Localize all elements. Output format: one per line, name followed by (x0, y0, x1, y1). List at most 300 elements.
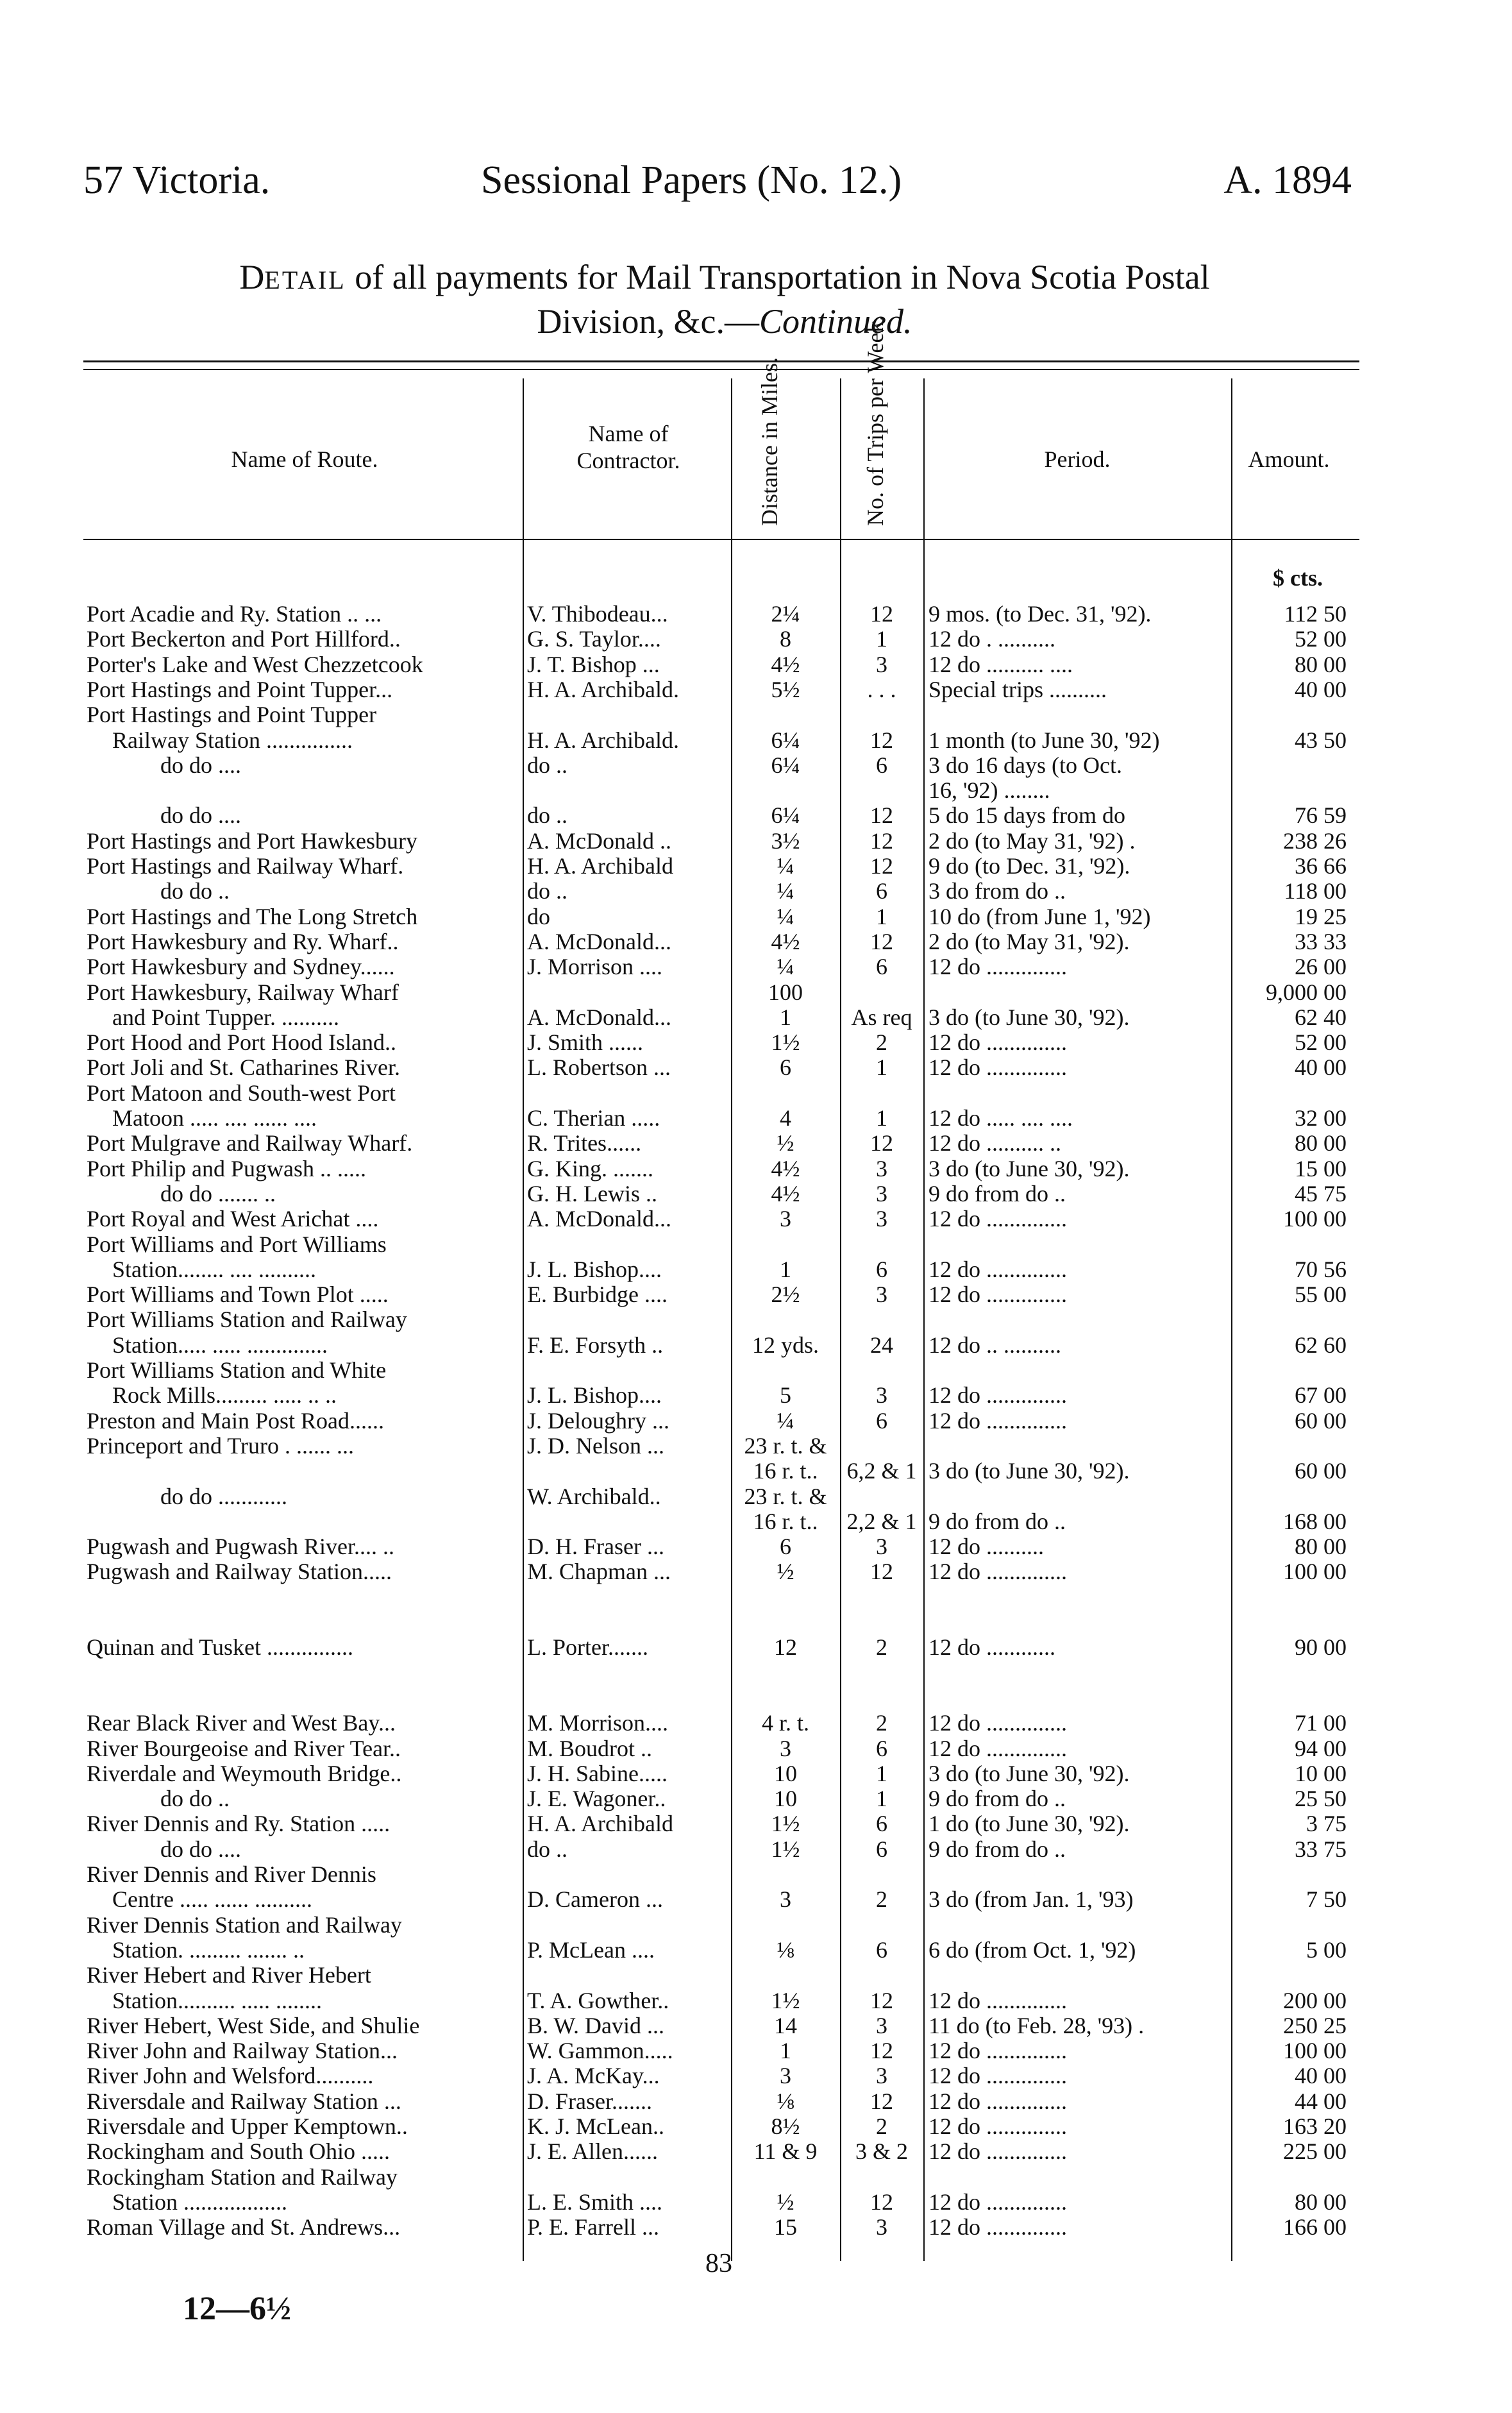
period-cell: 12 do .............. (928, 1282, 1067, 1308)
route-cell: Station........ .... .......... (112, 1257, 317, 1282)
route-cell: do do ....... .. (160, 1181, 276, 1206)
amount-cell: 52 00 (1295, 627, 1347, 652)
trips-cell: 3 (876, 1206, 887, 1232)
contractor-cell: G. H. Lewis .. (527, 1181, 657, 1206)
trips-cell: 3 & 2 (855, 2139, 908, 2165)
route-cell: Station..... ..... .............. (112, 1332, 328, 1358)
period-cell: 1 do (to June 30, '92). (928, 1811, 1130, 1837)
distance-cell: 8½ (771, 2114, 800, 2139)
amount-cell: 80 00 (1295, 652, 1347, 677)
contractor-cell: W. Archibald.. (527, 1484, 661, 1509)
trips-cell: 12 (870, 2088, 893, 2114)
route-cell: Princeport and Truro . ...... ... (87, 1433, 354, 1459)
contractor-cell: E. Burbidge .... (527, 1282, 668, 1308)
period-cell: 1 month (to June 30, '92) (928, 727, 1160, 753)
table-row (0, 1131, 1512, 1156)
period-cell: 9 do (to Dec. 31, '92). (928, 854, 1130, 879)
table-row (0, 1938, 1512, 1963)
title-continued: Continued. (759, 302, 912, 341)
contractor-cell: A. McDonald... (527, 1206, 671, 1232)
route-cell: Riverdale and Weymouth Bridge.. (87, 1761, 402, 1786)
trips-cell: 6 (876, 752, 887, 778)
distance-cell: 4 r. t. (761, 1711, 809, 1736)
trips-cell: 1 (876, 904, 887, 929)
period-cell: 16, '92) ........ (928, 778, 1050, 804)
distance-cell: 6 (780, 1534, 791, 1560)
distance-cell: 8 (780, 627, 791, 652)
route-cell: Station. ......... ....... .. (112, 1937, 305, 1963)
contractor-cell: A. McDonald .. (527, 828, 671, 854)
amount-cell: 67 00 (1295, 1383, 1347, 1409)
route-cell: Railway Station ............... (112, 727, 353, 753)
period-cell: 9 do from do .. (928, 1836, 1066, 1862)
distance-cell: ¼ (777, 904, 794, 929)
period-cell: 9 mos. (to Dec. 31, '92). (928, 602, 1152, 627)
period-cell: 12 do .............. (928, 2088, 1067, 2114)
contractor-cell: G. S. Taylor.... (527, 627, 661, 652)
table-row (0, 1635, 1512, 1660)
route-cell: Riversdale and Railway Station ... (87, 2088, 401, 2114)
amount-cell: 5 00 (1306, 1937, 1347, 1963)
amount-cell: 76 59 (1295, 803, 1347, 829)
period-cell: 9 do from do .. (928, 1786, 1066, 1812)
table-row (0, 1232, 1512, 1257)
period-cell: Special trips .......... (928, 677, 1107, 702)
contractor-cell: W. Gammon..... (527, 2038, 673, 2064)
amount-cell: 40 00 (1295, 677, 1347, 702)
trips-cell: 6 (876, 1937, 887, 1963)
contractor-cell: M. Chapman ... (527, 1559, 671, 1585)
table-row (0, 803, 1512, 828)
distance-cell: 23 r. t. & (744, 1433, 827, 1459)
table-row (0, 879, 1512, 904)
period-cell: 10 do (from June 1, '92) (928, 904, 1151, 929)
contractor-cell: K. J. McLean.. (527, 2114, 664, 2139)
contractor-cell: D. Cameron ... (527, 1887, 663, 1913)
route-cell: Port Williams Station and Railway (87, 1307, 407, 1333)
trips-cell: 6 (876, 1736, 887, 1761)
amount-cell: 166 00 (1283, 2215, 1347, 2240)
amount-cell: 3 75 (1306, 1811, 1347, 1837)
route-cell: Roman Village and St. Andrews... (87, 2215, 401, 2240)
distance-cell: ½ (777, 2189, 794, 2215)
table-row (0, 2013, 1512, 2038)
table-row (0, 1434, 1512, 1459)
table-row (0, 1736, 1512, 1761)
contractor-cell: A. McDonald... (527, 1004, 671, 1030)
period-cell: 12 do .............. (928, 1383, 1067, 1409)
contractor-cell: C. Therian ..... (527, 1106, 660, 1131)
table-row (0, 904, 1512, 929)
amount-cell: 36 66 (1295, 854, 1347, 879)
distance-cell: ⅛ (777, 1937, 794, 1963)
route-cell: Port Joli and St. Catharines River. (87, 1055, 400, 1081)
table-row (0, 1206, 1512, 1232)
table-row (0, 2165, 1512, 2190)
trips-cell: 6 (876, 879, 887, 904)
amount-cell: 43 50 (1295, 727, 1347, 753)
contractor-cell: H. A. Archibald (527, 854, 673, 879)
contractor-cell: do (527, 904, 550, 929)
trips-cell: 12 (870, 727, 893, 753)
trips-cell: 12 (870, 2189, 893, 2215)
amount-cell: 60 00 (1295, 1408, 1347, 1434)
route-cell: River John and Welsford.......... (87, 2063, 374, 2089)
table-row (0, 627, 1512, 652)
table-row (0, 1055, 1512, 1080)
title-initial: D (239, 258, 265, 296)
amount-cell: 112 50 (1284, 602, 1347, 627)
col-header-route: Name of Route. (231, 446, 378, 472)
table-row (0, 2114, 1512, 2139)
period-cell: 12 do .............. (928, 1988, 1067, 2013)
table-row (0, 954, 1512, 979)
route-cell: Port Hastings and Point Tupper... (87, 677, 393, 702)
table-row (0, 929, 1512, 954)
route-cell: Station.......... ..... ........ (112, 1988, 323, 2013)
distance-cell: 3 (780, 1736, 791, 1761)
route-cell: and Point Tupper. .......... (112, 1004, 340, 1030)
title-line-1 (109, 257, 1340, 301)
amount-cell: 25 50 (1295, 1786, 1347, 1812)
header-sessional-papers: Sessional Papers (No. 12.) (481, 158, 902, 202)
page-title (109, 257, 1340, 342)
distance-cell: 3 (780, 1206, 791, 1232)
amount-cell: 32 00 (1295, 1106, 1347, 1131)
table-row (0, 829, 1512, 854)
amount-cell: 118 00 (1284, 879, 1347, 904)
route-cell: Port Williams Station and White (87, 1358, 387, 1383)
contractor-cell: L. Robertson ... (527, 1055, 671, 1081)
amount-cell: 33 75 (1295, 1836, 1347, 1862)
distance-cell: 15 (774, 2215, 797, 2240)
period-cell: 12 do .............. (928, 1559, 1067, 1585)
contractor-cell: B. W. David ... (527, 2013, 665, 2038)
period-cell: 3 do (to June 30, '92). (928, 1004, 1130, 1030)
table-row (0, 1610, 1512, 1635)
trips-cell: 2 (876, 1635, 887, 1661)
route-cell: Matoon ..... .... ...... .... (112, 1106, 317, 1131)
period-cell: 12 do .............. (928, 1055, 1067, 1081)
amount-cell: 200 00 (1283, 1988, 1347, 2013)
distance-cell: ¼ (777, 1408, 794, 1434)
trips-cell: 3 (876, 1534, 887, 1560)
route-cell: do do .. (160, 879, 230, 904)
period-cell: 12 do .............. (928, 2189, 1067, 2215)
trips-cell: 6 (876, 954, 887, 980)
table-row (0, 1459, 1512, 1484)
period-cell: 12 do ............ (928, 1635, 1055, 1661)
contractor-cell: do .. (527, 803, 567, 829)
period-cell: 12 do .............. (928, 2114, 1067, 2139)
route-cell: River Bourgeoise and River Tear.. (87, 1736, 401, 1761)
col-header-trips: No. of Trips per Week. (862, 315, 888, 526)
amount-cell: 100 00 (1283, 1206, 1347, 1232)
route-cell: Station .................. (112, 2189, 288, 2215)
contractor-cell: J. T. Bishop ... (527, 652, 660, 677)
period-cell: 3 do from do .. (928, 879, 1066, 904)
table-row (0, 1106, 1512, 1131)
distance-cell: 14 (774, 2013, 797, 2038)
distance-cell: 11 & 9 (753, 2139, 818, 2165)
contractor-cell: F. E. Forsyth .. (527, 1332, 664, 1358)
amount-cell: 52 00 (1295, 1030, 1347, 1056)
route-cell: Rock Mills......... ..... .. .. (112, 1383, 337, 1409)
header-year: A. 1894 (1223, 158, 1352, 202)
table-row (0, 2139, 1512, 2164)
table-row (0, 652, 1512, 677)
route-cell: Rockingham and South Ohio ..... (87, 2139, 390, 2165)
contractor-cell: H. A. Archibald. (527, 727, 679, 753)
table-row (0, 778, 1512, 803)
route-cell: do do .. (160, 1786, 230, 1812)
trips-cell: 1 (876, 1786, 887, 1812)
trips-cell: 3 (876, 652, 887, 677)
route-cell: Rockingham Station and Railway (87, 2164, 398, 2190)
route-cell: Port Williams and Town Plot ..... (87, 1282, 389, 1308)
route-cell: Riversdale and Upper Kemptown.. (87, 2114, 408, 2139)
table-top-rule (83, 360, 1359, 362)
table-row (0, 677, 1512, 702)
table-row (0, 2089, 1512, 2114)
trips-cell: 12 (870, 803, 893, 829)
distance-cell: ¼ (777, 879, 794, 904)
table-row (0, 1181, 1512, 1206)
contractor-cell: J. E. Allen...... (527, 2139, 658, 2165)
period-cell: 3 do (to June 30, '92). (928, 1459, 1130, 1484)
table-row (0, 1005, 1512, 1030)
distance-cell: 1 (780, 1257, 791, 1282)
route-cell: do do .... (160, 752, 241, 778)
trips-cell: 3 (876, 1181, 887, 1206)
period-cell: 12 do .. .......... (928, 1332, 1061, 1358)
contractor-cell: P. McLean .... (527, 1937, 655, 1963)
amount-cell: 44 00 (1295, 2088, 1347, 2114)
table-row (0, 2215, 1512, 2240)
table-row (0, 1811, 1512, 1836)
distance-cell: ¼ (777, 954, 794, 980)
period-cell: 5 do 15 days from do (928, 803, 1125, 829)
period-cell: 3 do (from Jan. 1, '93) (928, 1887, 1134, 1913)
trips-cell: 12 (870, 828, 893, 854)
col-header-amount: Amount. (1248, 446, 1330, 472)
table-row (0, 2063, 1512, 2088)
trips-cell: 3 (876, 1383, 887, 1409)
trips-cell: 12 (870, 602, 893, 627)
table-row (0, 1913, 1512, 1938)
period-cell: 12 do .............. (928, 1257, 1067, 1282)
amount-cell: 250 25 (1283, 2013, 1347, 2038)
contractor-cell: L. E. Smith .... (527, 2189, 663, 2215)
trips-cell: 6 (876, 1836, 887, 1862)
table-row (0, 1559, 1512, 1584)
period-cell: 3 do 16 days (to Oct. (928, 752, 1122, 778)
contractor-cell: do .. (527, 752, 567, 778)
amount-cell: 19 25 (1295, 904, 1347, 929)
amount-cell: 71 00 (1295, 1711, 1347, 1736)
trips-cell: 12 (870, 2038, 893, 2064)
period-cell: 12 do .......... (928, 1534, 1044, 1560)
distance-cell: 6¼ (771, 803, 800, 829)
period-cell: 12 do .............. (928, 2215, 1067, 2240)
col-header-contractor: Name of Contractor. (576, 421, 680, 473)
amount-cell: 40 00 (1295, 2063, 1347, 2089)
table-row (0, 602, 1512, 627)
table-row (0, 728, 1512, 753)
route-cell: Port Philip and Pugwash .. ..... (87, 1156, 367, 1181)
route-cell: do do ............ (160, 1484, 287, 1509)
period-cell: 12 do .............. (928, 2139, 1067, 2165)
distance-cell: 10 (774, 1761, 797, 1786)
contractor-cell: J. E. Wagoner.. (527, 1786, 666, 1812)
amount-cell: 90 00 (1295, 1635, 1347, 1661)
trips-cell: 3 (876, 1156, 887, 1181)
contractor-cell: J. H. Sabine..... (527, 1761, 668, 1786)
distance-cell: 3½ (771, 828, 800, 854)
contractor-cell: T. A. Gowther.. (527, 1988, 669, 2013)
period-cell: 3 do (to June 30, '92). (928, 1761, 1130, 1786)
contractor-cell: do .. (527, 879, 567, 904)
amount-cell: 100 00 (1283, 1559, 1347, 1585)
table-row (0, 1409, 1512, 1434)
route-cell: do do .... (160, 803, 241, 829)
contractor-cell: J. Smith ...... (527, 1030, 644, 1056)
amount-cell: 9,000 00 (1266, 979, 1347, 1005)
amount-cell: 80 00 (1295, 2189, 1347, 2215)
amount-cell: 70 56 (1295, 1257, 1347, 1282)
table-row (0, 2190, 1512, 2215)
distance-cell: 6 (780, 1055, 791, 1081)
trips-cell: 2 (876, 1030, 887, 1056)
table-row (0, 1257, 1512, 1282)
trips-cell: 6 (876, 1811, 887, 1837)
contractor-cell: D. Fraser....... (527, 2088, 652, 2114)
amount-cell: 62 60 (1295, 1332, 1347, 1358)
title-line-2 (109, 301, 1340, 342)
table-top-rule-inner (83, 369, 1359, 370)
amount-cell: 225 00 (1283, 2139, 1347, 2165)
trips-cell: 6,2 & 1 (846, 1459, 917, 1484)
title-line2-text: Division, &c.— (537, 302, 759, 341)
contractor-cell: H. A. Archibald. (527, 677, 679, 702)
route-cell: Port Mulgrave and Railway Wharf. (87, 1131, 413, 1156)
contractor-cell: L. Porter....... (527, 1635, 648, 1661)
amount-cell: 26 00 (1295, 954, 1347, 980)
route-cell: River Hebert, West Side, and Shulie (87, 2013, 420, 2038)
contractor-cell: J. Morrison .... (527, 954, 663, 980)
table-row (0, 1333, 1512, 1358)
distance-cell: 5 (780, 1383, 791, 1409)
table-row (0, 1156, 1512, 1181)
trips-cell: 12 (870, 854, 893, 879)
contractor-cell: do .. (527, 1836, 567, 1862)
trips-cell: 24 (870, 1332, 893, 1358)
table-row (0, 2038, 1512, 2063)
table-row (0, 854, 1512, 879)
distance-cell: 16 r. t.. (753, 1459, 818, 1484)
contractor-cell: D. H. Fraser ... (527, 1534, 664, 1560)
distance-cell: ¼ (777, 854, 794, 879)
distance-cell: 12 (774, 1635, 797, 1661)
contractor-cell: H. A. Archibald (527, 1811, 673, 1837)
table-row (0, 1988, 1512, 2013)
period-cell: 12 do . .......... (928, 627, 1055, 652)
period-cell: 12 do .......... .... (928, 652, 1073, 677)
route-cell: Port Hastings and The Long Stretch (87, 904, 418, 929)
trips-cell: 1 (876, 1761, 887, 1786)
distance-cell: 1½ (771, 1030, 800, 1056)
distance-cell: 4 (780, 1106, 791, 1131)
route-cell: Porter's Lake and West Chezzetcook (87, 652, 423, 677)
trips-cell: 2,2 & 1 (846, 1509, 917, 1534)
route-cell: Pugwash and Pugwash River.... .. (87, 1534, 394, 1560)
route-cell: Centre ..... ...... .......... (112, 1887, 312, 1913)
contractor-cell: J. L. Bishop.... (527, 1257, 662, 1282)
route-cell: Quinan and Tusket ............... (87, 1635, 354, 1661)
table-row (0, 1534, 1512, 1559)
distance-cell: 100 (768, 979, 803, 1005)
distance-cell: ⅛ (777, 2088, 794, 2114)
route-cell: Port Beckerton and Port Hillford.. (87, 627, 401, 652)
period-cell: 12 do .......... .. (928, 1131, 1061, 1156)
distance-cell: 1 (780, 2038, 791, 2064)
contractor-cell: J. A. McKay... (527, 2063, 660, 2089)
period-cell: 12 do .............. (928, 1736, 1067, 1761)
route-cell: Port Matoon and South-west Port (87, 1080, 396, 1106)
title-smallcaps: ETAIL (264, 266, 346, 294)
amount-cell: 15 00 (1295, 1156, 1347, 1181)
contractor-cell: R. Trites...... (527, 1131, 642, 1156)
amount-unit-label: $ cts. (1273, 565, 1323, 591)
contractor-cell: M. Boudrot .. (527, 1736, 653, 1761)
table-row (0, 1686, 1512, 1711)
period-cell: 6 do (from Oct. 1, '92) (928, 1937, 1136, 1963)
distance-cell: 4½ (771, 1181, 800, 1206)
table-row (0, 1711, 1512, 1736)
period-cell: 12 do .............. (928, 954, 1067, 980)
header-session: 57 Victoria. (83, 158, 271, 202)
route-cell: Port Hawkesbury and Sydney...... (87, 954, 395, 980)
trips-cell: 12 (870, 1559, 893, 1585)
period-cell: 9 do from do .. (928, 1181, 1066, 1206)
table-row (0, 1282, 1512, 1307)
amount-cell: 238 26 (1283, 828, 1347, 854)
header-bottom-rule (83, 539, 1359, 540)
period-cell: 12 do .............. (928, 2038, 1067, 2064)
printer-signature: 12—6½ (183, 2290, 291, 2327)
distance-cell: 4½ (771, 1156, 800, 1181)
distance-cell: 10 (774, 1786, 797, 1812)
route-cell: River John and Railway Station... (87, 2038, 398, 2064)
amount-cell: 62 40 (1295, 1004, 1347, 1030)
contractor-cell: V. Thibodeau... (527, 602, 668, 627)
distance-cell: 1½ (771, 1988, 800, 2013)
distance-cell: 4½ (771, 652, 800, 677)
period-cell: 2 do (to May 31, '92) . (928, 828, 1136, 854)
trips-cell: 1 (876, 627, 887, 652)
table-row (0, 1837, 1512, 1862)
trips-cell: 2 (876, 1711, 887, 1736)
route-cell: River Dennis Station and Railway (87, 1912, 402, 1938)
table-row (0, 1484, 1512, 1509)
trips-cell: . . . (867, 677, 896, 702)
route-cell: Port Hood and Port Hood Island.. (87, 1030, 396, 1056)
trips-cell: 3 (876, 1282, 887, 1308)
page-number: 83 (705, 2249, 732, 2278)
table-row (0, 1786, 1512, 1811)
period-cell: 9 do from do .. (928, 1509, 1066, 1534)
table-row (0, 1307, 1512, 1332)
